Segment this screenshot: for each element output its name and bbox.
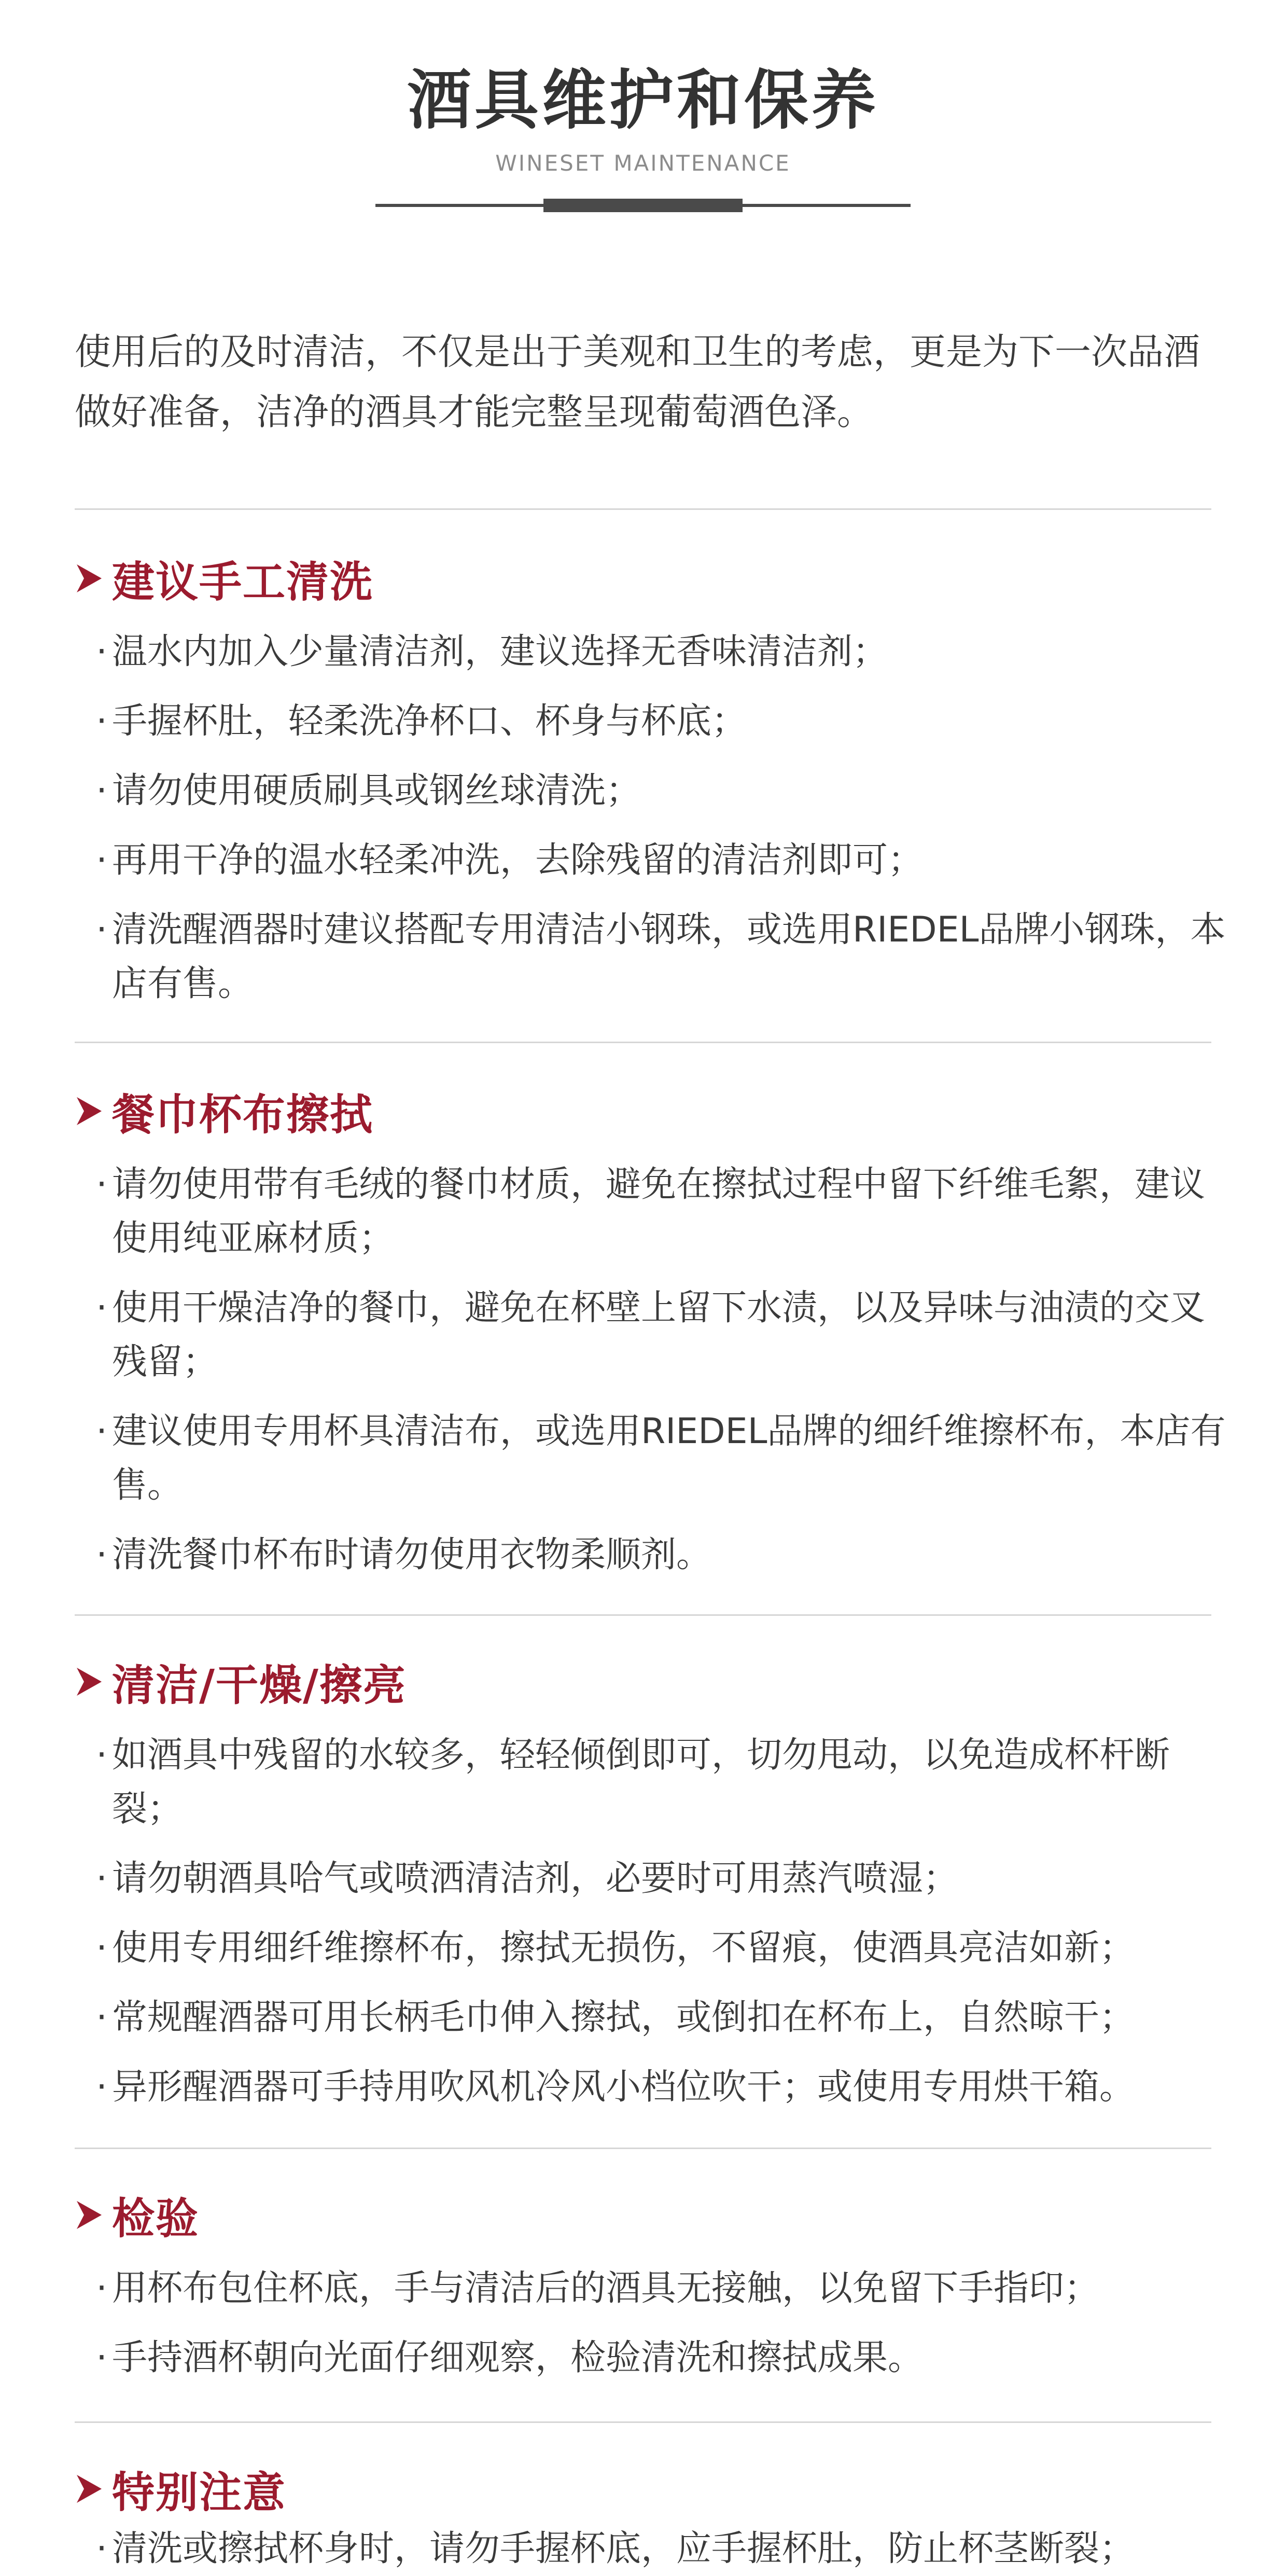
page-header (0, 0, 1286, 270)
list-item-text: 用杯布包住杯底，手与清洁后的酒具无接触，以免留下手指印； (112, 2268, 1100, 2309)
arrow-right-icon (75, 2473, 104, 2505)
item-list (75, 2262, 1226, 2385)
arrow-right-icon (75, 1095, 104, 1127)
list-item-text: 清洗餐巾杯布时请勿使用衣物柔顺剂。 (112, 1534, 712, 1575)
list-item (75, 1158, 1226, 1266)
list-item (75, 903, 1226, 1011)
list-item (75, 764, 1226, 818)
bullet-dot: · (96, 1534, 107, 1575)
list-item (75, 2331, 1226, 2385)
section-inspection (75, 2184, 1226, 2385)
list-item-text: 请勿使用硬质刷具或钢丝球清洗； (112, 770, 641, 811)
list-item-text: 使用干燥洁净的餐巾，避免在杯壁上留下水渍，以及异味与油渍的交叉残留； (112, 1287, 1206, 1382)
arrow-right-icon (75, 1666, 104, 1698)
list-item (75, 625, 1226, 679)
section-divider (75, 2148, 1211, 2149)
section-heading (75, 1080, 1226, 1142)
item-list (75, 1158, 1226, 1582)
list-item-text: 手握杯肚，轻柔洗净杯口、杯身与杯底； (112, 701, 747, 742)
list-item-text: 使用专用细纤维擦杯布，擦拭无损伤，不留痕，使酒具亮洁如新； (112, 1928, 1135, 1969)
intro-paragraph: 使用后的及时清洁，不仅是出于美观和卫生的考虑，更是为下一次品酒做好准备，洁净的酒具才能完整呈现葡萄酒色泽。 (75, 330, 1200, 433)
section-divider (75, 1042, 1211, 1043)
list-item (75, 1281, 1226, 1389)
bullet-dot: · (96, 1164, 107, 1205)
section-heading (75, 2184, 1226, 2246)
list-item (75, 1405, 1226, 1513)
list-item (75, 1528, 1226, 1582)
bullet-dot: · (96, 1928, 107, 1969)
bullet-dot: · (96, 770, 107, 811)
bullet-dot: · (96, 840, 107, 881)
bullet-dot: · (96, 701, 107, 742)
bullet-dot: · (96, 2337, 107, 2378)
list-item (75, 2262, 1226, 2316)
list-item-text: 异形醒酒器可手持用吹风机冷风小档位吹干；或使用专用烘干箱。 (112, 2067, 1135, 2108)
bullet-dot: · (96, 1287, 107, 1328)
section-divider (75, 2421, 1211, 2423)
section-title: 餐巾杯布擦拭 (112, 1090, 374, 1140)
bullet-dot: · (96, 2268, 107, 2309)
bullet-dot: · (96, 1411, 107, 1452)
list-item-text: 温水内加入少量清洁剂，建议选择无香味清洁剂； (112, 631, 888, 672)
list-item (75, 2522, 1226, 2576)
bullet-dot: · (96, 2067, 107, 2108)
list-item (75, 1991, 1226, 2045)
list-item-text: 再用干净的温水轻柔冲洗，去除残留的清洁剂即可； (112, 840, 924, 881)
list-item-text: 清洗或擦拭杯身时，请勿手握杯底，应手握杯肚，防止杯茎断裂； (112, 2528, 1135, 2569)
arrow-right-icon (75, 562, 104, 594)
list-item-text: 建议使用专用杯具清洁布，或选用RIEDEL品牌的细纤维擦杯布，本店有售。 (112, 1411, 1226, 1506)
section-heading (75, 547, 1226, 610)
section-special-notes (75, 2458, 1226, 2576)
arrow-right-icon (75, 2199, 104, 2231)
section-divider (75, 508, 1211, 510)
list-item (75, 695, 1226, 749)
bullet-dot: · (96, 1858, 107, 1899)
bullet-dot: · (96, 1997, 107, 2038)
list-item (75, 1921, 1226, 1975)
page-title: 酒具维护和保养 (407, 63, 879, 138)
list-item-text: 如酒具中残留的水较多，轻轻倾倒即可，切勿甩动，以免造成杯杆断裂； (112, 1735, 1170, 1830)
section-title: 清洁/干燥/擦亮 (112, 1660, 407, 1710)
list-item-text: 手持酒杯朝向光面仔细观察，检验清洗和擦拭成果。 (112, 2337, 924, 2378)
list-item (75, 834, 1226, 888)
list-item (75, 1852, 1226, 1906)
section-napkin-wipe (75, 1080, 1226, 1582)
bullet-dot: · (96, 1735, 107, 1776)
section-title: 特别注意 (112, 2468, 287, 2517)
list-item (75, 1728, 1226, 1836)
list-item-text: 常规醒酒器可用长柄毛巾伸入擦拭，或倒扣在杯布上，自然晾干； (112, 1997, 1135, 2038)
section-title: 检验 (112, 2194, 200, 2243)
list-item (75, 2060, 1226, 2114)
section-heading (75, 2458, 1226, 2520)
section-clean-dry-polish (75, 1651, 1226, 2114)
title-rule-accent (543, 199, 743, 212)
list-item-text: 清洗醒酒器时建议搭配专用清洁小钢珠，或选用RIEDEL品牌小钢珠，本店有售。 (112, 909, 1226, 1004)
page-subtitle: WINESET MAINTENANCE (495, 150, 791, 176)
bullet-dot: · (96, 631, 107, 672)
bullet-dot: · (96, 909, 107, 950)
bullet-dot: · (96, 2528, 107, 2569)
section-heading (75, 1651, 1226, 1713)
item-list (75, 625, 1226, 1011)
section-title: 建议手工清洗 (112, 557, 374, 607)
section-hand-wash (75, 547, 1226, 1011)
section-divider (75, 1614, 1211, 1616)
list-item-text: 请勿朝酒具哈气或喷洒清洁剂，必要时可用蒸汽喷湿； (112, 1858, 959, 1899)
item-list (75, 1728, 1226, 2114)
item-list (75, 2522, 1226, 2576)
list-item-text: 请勿使用带有毛绒的餐巾材质，避免在擦拭过程中留下纤维毛絮，建议使用纯亚麻材质； (112, 1164, 1206, 1259)
